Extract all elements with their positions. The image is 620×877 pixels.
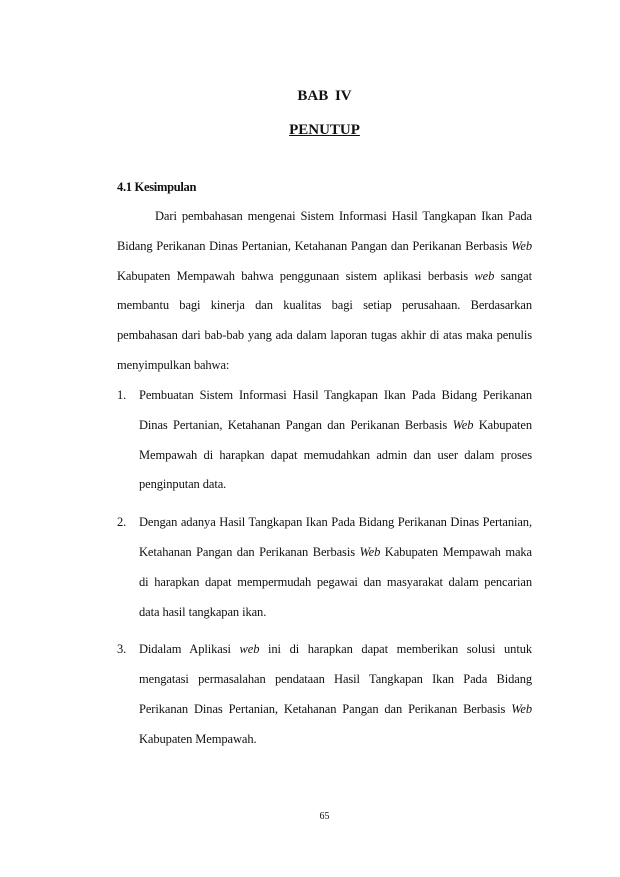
list-item: [117, 508, 532, 627]
list-item-text: ini di harapkan dapat memberikan solusi untuk mengatasi permasalahan pendataan Hasil Tangkapan Ikan Pada Bidang Perikanan Dinas Pertanian, Ketahanan Pangan dan Perikanan Berbasis: [139, 642, 532, 716]
list-item: [117, 635, 532, 754]
list-item-text: Dengan adanya Hasil Tangkapan Ikan Pada Bidang Perikanan Dinas Pertanian, Ketahanan Pangan dan Perikanan Berbasis: [139, 515, 532, 559]
conclusion-list: [117, 381, 532, 763]
list-item-text: Didalam Aplikasi: [139, 642, 240, 657]
list-item-number: 1.: [117, 388, 127, 402]
chapter-title: PENUTUP: [289, 122, 360, 138]
list-item-number: 3.: [117, 642, 127, 657]
conclusion-paragraph: [117, 202, 532, 381]
list-item-text: Kabupaten Mempawah.: [139, 731, 257, 746]
section-heading: 4.1 Kesimpulan: [117, 180, 197, 194]
list-item-text: Pembuatan Sistem Informasi Hasil Tangkapan Ikan Pada Bidang Perikanan Dinas Pertanian, Ketahanan Pangan dan Perikanan Berbasis: [139, 388, 532, 432]
list-item-emphasis: Web: [452, 417, 474, 432]
paragraph-text: Kabupaten Mempawah bahwa penggunaan sistem aplikasi berbasis: [117, 268, 475, 283]
chapter-number: BAB IV: [297, 88, 352, 104]
list-item-text: Kabupaten Mempawah maka di harapkan dapat mempermudah pegawai dan masyarakat dalam pencarian data hasil tangkapan ikan.: [139, 544, 532, 619]
list-item-emphasis: web: [239, 642, 260, 657]
paragraph-text: Dari pembahasan mengenai Sistem Informasi Hasil Tangkapan Ikan Pada Bidang Perikanan Dinas Pertanian, Ketahanan Pangan dan Perikanan Berbasis: [117, 209, 532, 253]
paragraph-emphasis: Web: [511, 238, 532, 253]
list-item-emphasis: Web: [359, 544, 381, 559]
list-item-emphasis: Web: [511, 701, 532, 716]
page-number: 65: [319, 811, 330, 822]
paragraph-emphasis: web: [474, 268, 495, 283]
list-item-text: Kabupaten Mempawah di harapkan dapat memudahkan admin dan user dalam proses penginputan data.: [139, 417, 532, 492]
paragraph-text: sangat membantu bagi kinerja dan kualitas bagi setiap perusahaan. Berdasarkan pembahasan dari bab-bab yang ada dalam laporan tugas akhir di atas maka penulis menyimpulkan bahwa:: [117, 268, 533, 372]
list-item: [117, 381, 532, 500]
list-item-number: 2.: [117, 515, 127, 530]
